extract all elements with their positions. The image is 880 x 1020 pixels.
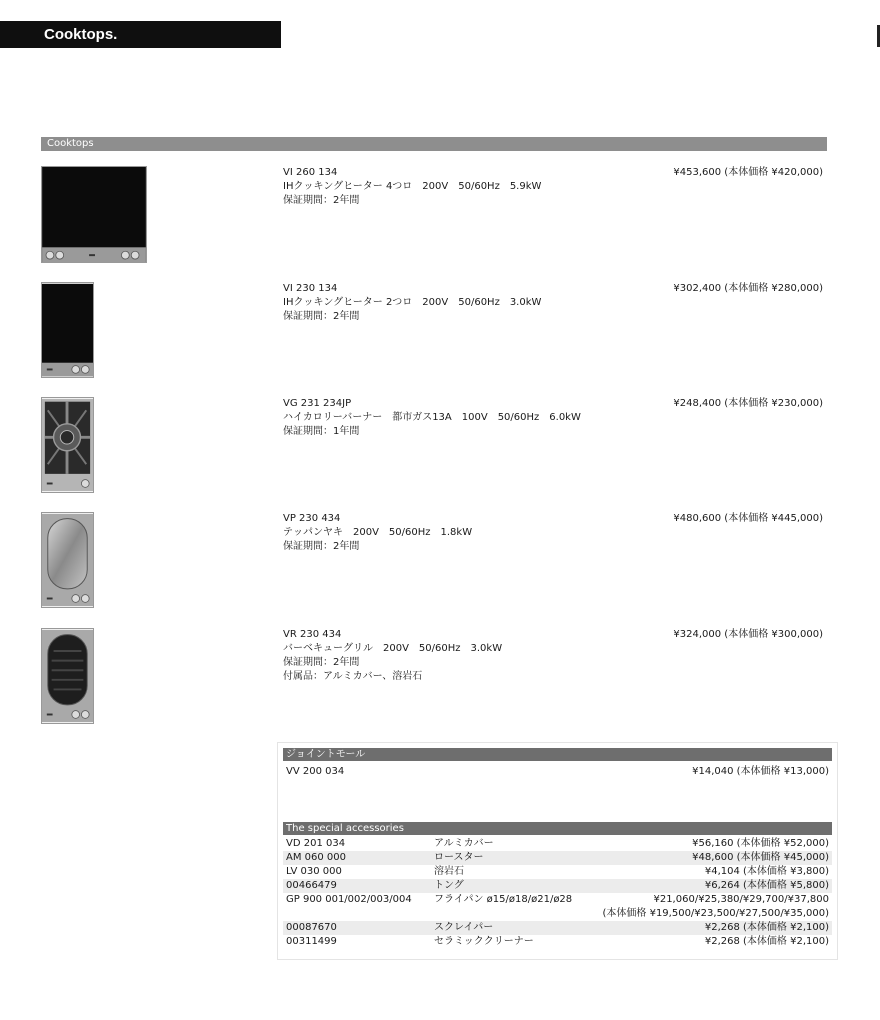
accessory-name: アルミカバー (434, 838, 494, 849)
accessory-code: LV 030 000 (286, 866, 342, 877)
product-model: VI 230 134 (283, 283, 338, 294)
product-warranty: 保証期間：2年間 (283, 195, 360, 206)
accessory-code: AM 060 000 (286, 852, 346, 863)
accessory-row-continued (283, 907, 832, 921)
joint-row (283, 765, 832, 779)
accessory-price: ¥2,268 (本体価格 ¥2,100) (704, 922, 829, 933)
accessory-code: VD 201 034 (286, 838, 346, 849)
accessory-code: 00466479 (286, 880, 337, 891)
accessory-code: 00311499 (286, 936, 337, 947)
accessories-section-bar: The special accessories (283, 822, 832, 835)
product-warranty: 保証期間：2年間 (283, 311, 360, 322)
teppanyaki-image (41, 512, 94, 608)
accessory-row (283, 879, 832, 893)
product-description: IHクッキングヒーター 4つロ 200V 50/60Hz 5.9kW (283, 181, 542, 192)
accessory-row (283, 893, 832, 907)
product-price: ¥248,400 (本体価格 ¥230,000) (673, 398, 823, 409)
accessory-code: GP 900 001/002/003/004 (286, 894, 412, 905)
product-price: ¥324,000 (本体価格 ¥300,000) (673, 629, 823, 640)
accessory-row (283, 935, 832, 949)
accessory-price: ¥2,268 (本体価格 ¥2,100) (704, 936, 829, 947)
product-description: バーベキューグリル 200V 50/60Hz 3.0kW (283, 643, 503, 654)
barbecue-grill-image (41, 628, 94, 724)
product-warranty: 保証期間：1年間 (283, 426, 360, 437)
product-price: ¥453,600 (本体価格 ¥420,000) (673, 167, 823, 178)
page-title: Cooktops. (0, 21, 281, 48)
accessory-price: ¥4,104 (本体価格 ¥3,800) (704, 866, 829, 877)
accessory-row (283, 837, 832, 851)
product-model: VG 231 234JP (283, 398, 352, 409)
product-price: ¥302,400 (本体価格 ¥280,000) (673, 283, 823, 294)
joint-code: VV 200 034 (286, 766, 345, 777)
section-title-bar: Cooktops (41, 137, 827, 151)
accessory-code: 00087670 (286, 922, 337, 933)
product-description: IHクッキングヒーター 2つロ 200V 50/60Hz 3.0kW (283, 297, 542, 308)
product-description: ハイカロリーバーナー 都市ガス13A 100V 50/60Hz 6.0kW (283, 412, 581, 423)
joint-price: ¥14,040 (本体価格 ¥13,000) (692, 766, 829, 777)
product-model: VI 260 134 (283, 167, 338, 178)
accessory-price: ¥56,160 (本体価格 ¥52,000) (692, 838, 829, 849)
accessory-name: ロースター (434, 852, 484, 863)
accessory-name: トング (434, 880, 464, 891)
accessory-name: セラミッククリーナー (434, 936, 534, 947)
joint-section-bar: ジョイントモール (283, 748, 832, 761)
induction-cooktop-4-image (41, 166, 147, 263)
accessory-row (283, 851, 832, 865)
accessory-row (283, 865, 832, 879)
accessory-price: ¥21,060/¥25,380/¥29,700/¥37,800 (653, 894, 829, 905)
product-model: VP 230 434 (283, 513, 341, 524)
accessory-price-base: (本体価格 ¥19,500/¥23,500/¥27,500/¥35,000) (602, 908, 829, 919)
accessory-price: ¥48,600 (本体価格 ¥45,000) (692, 852, 829, 863)
accessory-name: フライパン ø15/ø18/ø21/ø28 (434, 894, 573, 905)
induction-cooktop-2-image (41, 282, 94, 378)
product-description: テッパンヤキ 200V 50/60Hz 1.8kW (283, 527, 473, 538)
product-warranty: 保証期間：2年間 (283, 541, 360, 552)
accessory-price: ¥6,264 (本体価格 ¥5,800) (704, 880, 829, 891)
product-model: VR 230 434 (283, 629, 342, 640)
accessory-row (283, 921, 832, 935)
product-price: ¥480,600 (本体価格 ¥445,000) (673, 513, 823, 524)
product-included-items: 付属品：アルミカバー、溶岩石 (283, 671, 423, 682)
accessory-name: 溶岩石 (434, 866, 464, 877)
gas-burner-image (41, 397, 94, 493)
accessory-name: スクレイパー (434, 922, 494, 933)
product-warranty: 保証期間：2年間 (283, 657, 360, 668)
